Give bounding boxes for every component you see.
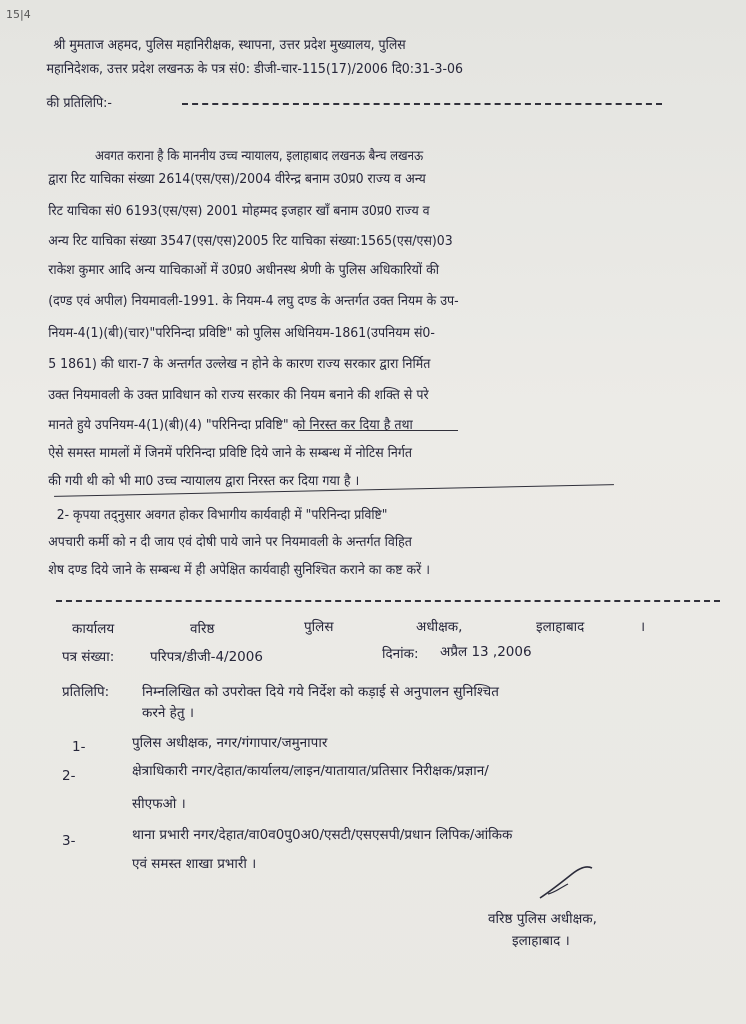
section-divider: [56, 600, 720, 602]
body-line: 2- कृपया तद्नुसार अवगत होकर विभागीय कार्यवाही में "परिनिन्दा प्रविष्टि": [56, 507, 388, 523]
header-divider: [182, 103, 662, 105]
patra-value: परिपत्र/डीजी-4/2006: [150, 649, 263, 665]
body-line: द्वारा रिट याचिका संख्या 2614(एस/एस)/2004 वीरेन्द्र बनाम उ0प्र0 राज्य व अन्य: [48, 171, 426, 187]
list-item: एवं समस्त शाखा प्रभारी ।: [132, 856, 257, 872]
office-police: पुलिस: [304, 619, 334, 635]
corner-mark: 15|4: [6, 8, 31, 21]
copy-text-2: करने हेतु ।: [142, 705, 194, 721]
header-line-1: श्री मुमताज अहमद, पुलिस महानिरीक्षक, स्थापना, उत्तर प्रदेश मुख्यालय, पुलिस: [53, 37, 406, 53]
body-line: अवगत कराना है कि माननीय उच्च न्यायालय, इलाहाबाद लखनऊ बैन्च लखनऊ: [95, 148, 424, 164]
body-line: अपचारी कर्मी को न दी जाय एवं दोषी पाये जाने पर नियमावली के अन्तर्गत विहित: [48, 534, 412, 550]
body-line: 5 1861) की धारा-7 के अन्तर्गत उल्लेख न होने के कारण राज्य सरकार द्वारा निर्मित: [48, 356, 431, 372]
list-item: पुलिस अधीक्षक, नगर/गंगापार/जमुनापार: [132, 735, 328, 751]
patra-label: पत्र संख्या:: [62, 649, 115, 665]
list-item: क्षेत्राधिकारी नगर/देहात/कार्यालय/लाइन/यातायात/प्रतिसार निरीक्षक/प्रज्ञान/: [132, 763, 489, 779]
handwritten-underline: [298, 430, 458, 431]
body-line: रिट याचिका सं0 6193(एस/एस) 2001 मोहम्मद इजहार खाँ बनाम उ0प्र0 राज्य व: [48, 203, 430, 219]
signature-scribble: [538, 864, 594, 904]
signature-place: इलाहाबाद ।: [512, 933, 570, 949]
list-item-number: 3-: [62, 833, 76, 849]
body-line: (दण्ड एवं अपील) नियमावली-1991. के नियम-4 लघु दण्ड के अन्तर्गत उक्त नियम के उप-: [48, 293, 459, 309]
body-line: अन्य रिट याचिका संख्या 3547(एस/एस)2005 रिट याचिका संख्या:1565(एस/एस)03: [48, 233, 453, 249]
list-item: थाना प्रभारी नगर/देहात/वा0व0पु0अ0/एसटी/एसएसपी/प्रधान लिपिक/आंकिक: [132, 827, 513, 843]
signature-title: वरिष्ठ पुलिस अधीक्षक,: [488, 911, 597, 927]
body-line: राकेश कुमार आदि अन्य याचिकाओं में उ0प्र0 अधीनस्थ श्रेणी के पुलिस अधिकारियों की: [48, 262, 439, 278]
office-adhikshak: अधीक्षक,: [416, 619, 463, 635]
date-value: अप्रैल 13 ,2006: [440, 644, 532, 660]
office-karyalay: कार्यालय: [72, 621, 115, 637]
body-line: नियम-4(1)(बी)(चार)"परिनिन्दा प्रविष्टि" को पुलिस अधिनियम-1861(उपनियम सं0-: [48, 325, 435, 341]
office-varishth: वरिष्ठ: [190, 621, 215, 637]
header-line-2: महानिदेशक, उत्तर प्रदेश लखनऊ के पत्र सं0: डीजी-चार-115(17)/2006 दि0:31-3-06: [46, 61, 463, 77]
header-line-3: की प्रतिलिपि:-: [46, 95, 112, 111]
body-line: ऐसे समस्त मामलों में जिनमें परिनिन्दा प्रविष्टि दिये जाने के सम्बन्ध में नोटिस निर्गत: [48, 445, 413, 461]
list-item-number: 2-: [62, 768, 76, 784]
list-item: सीएफओ ।: [132, 796, 186, 812]
body-line: की गयी थी को भी मा0 उच्च न्यायालय द्वारा निरस्त कर दिया गया है ।: [48, 473, 360, 489]
copy-label: प्रतिलिपि:: [62, 684, 110, 700]
date-label: दिनांक:: [382, 646, 419, 662]
copy-text-1: निम्नलिखित को उपरोक्त दिये गये निर्देश को कड़ाई से अनुपालन सुनिश्चित: [142, 684, 499, 700]
list-item-number: 1-: [72, 739, 86, 755]
office-city: इलाहाबाद: [536, 619, 585, 635]
office-danda: ।: [640, 619, 646, 635]
body-line: शेष दण्ड दिये जाने के सम्बन्ध में ही अपेक्षित कार्यवाही सुनिश्चित कराने का कष्ट करें ।: [48, 562, 430, 578]
body-line: उक्त नियमावली के उक्त प्राविधान को राज्य सरकार की नियम बनाने की शक्ति से परे: [48, 387, 429, 403]
body-line: मानते हुये उपनियम-4(1)(बी)(4) "परिनिन्दा प्रविष्टि" को निरस्त कर दिया है तथा: [48, 417, 413, 433]
